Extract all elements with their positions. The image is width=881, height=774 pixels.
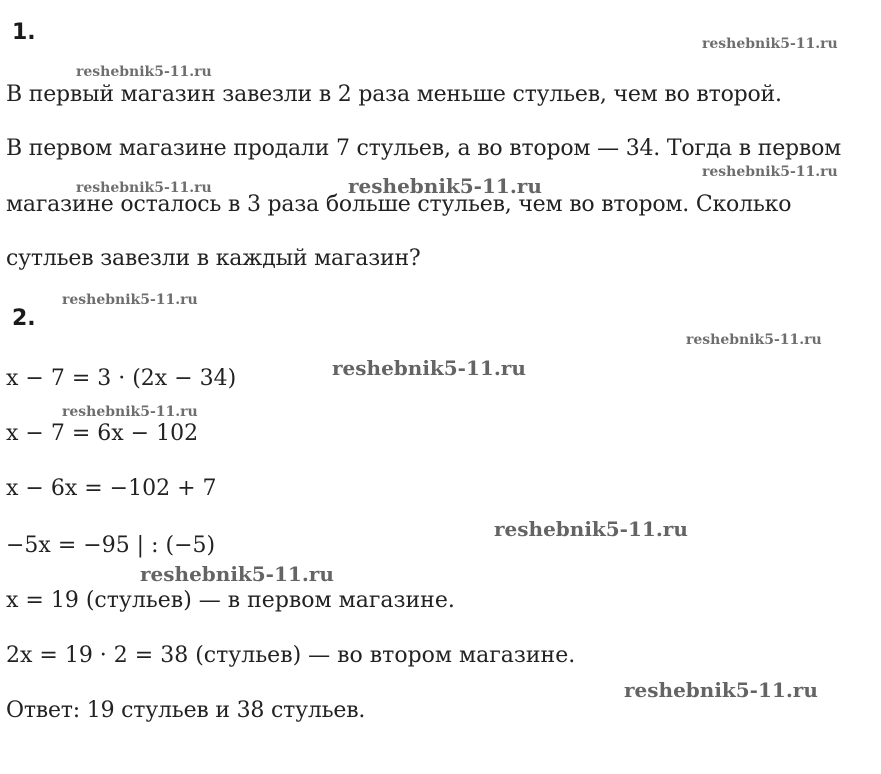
equation-4: −5x = −95 | : (−5) [6, 533, 216, 558]
problem-text-line-4: сутльев завезли в каждый магазин? [6, 246, 421, 271]
watermark: reshebnik5-11.ru [62, 292, 198, 308]
problem-text-line-3: магазине осталось в 3 раза больше стульев, чем во втором. Сколько [6, 192, 792, 217]
equation-2: x − 7 = 6x − 102 [6, 421, 199, 446]
section-number-2: 2. [12, 306, 36, 331]
equation-3: x − 6x = −102 + 7 [6, 476, 217, 501]
watermark: reshebnik5-11.ru [140, 562, 334, 586]
watermark: reshebnik5-11.ru [686, 332, 822, 348]
equation-1: x − 7 = 3 · (2x − 34) [6, 366, 237, 391]
problem-text-line-2: В первом магазине продали 7 стульев, а во втором — 34. Тогда в первом [6, 136, 842, 161]
watermark: reshebnik5-11.ru [348, 174, 542, 198]
watermark: reshebnik5-11.ru [494, 517, 688, 541]
answer-text: Ответ: 19 стульев и 38 стульев. [6, 698, 366, 723]
section-number-1: 1. [12, 20, 36, 45]
watermark: reshebnik5-11.ru [624, 678, 818, 702]
equation-5: x = 19 (стульев) — в первом магазине. [6, 588, 455, 613]
watermark: reshebnik5-11.ru [76, 64, 212, 80]
watermark: reshebnik5-11.ru [332, 356, 526, 380]
watermark: reshebnik5-11.ru [702, 164, 838, 180]
watermark: reshebnik5-11.ru [702, 36, 838, 52]
problem-text-line-1: В первый магазин завезли в 2 раза меньше стульев, чем во второй. [6, 82, 782, 107]
equation-6: 2x = 19 · 2 = 38 (стульев) — во втором магазине. [6, 643, 576, 668]
watermark: reshebnik5-11.ru [62, 404, 198, 420]
watermark: reshebnik5-11.ru [76, 180, 212, 196]
